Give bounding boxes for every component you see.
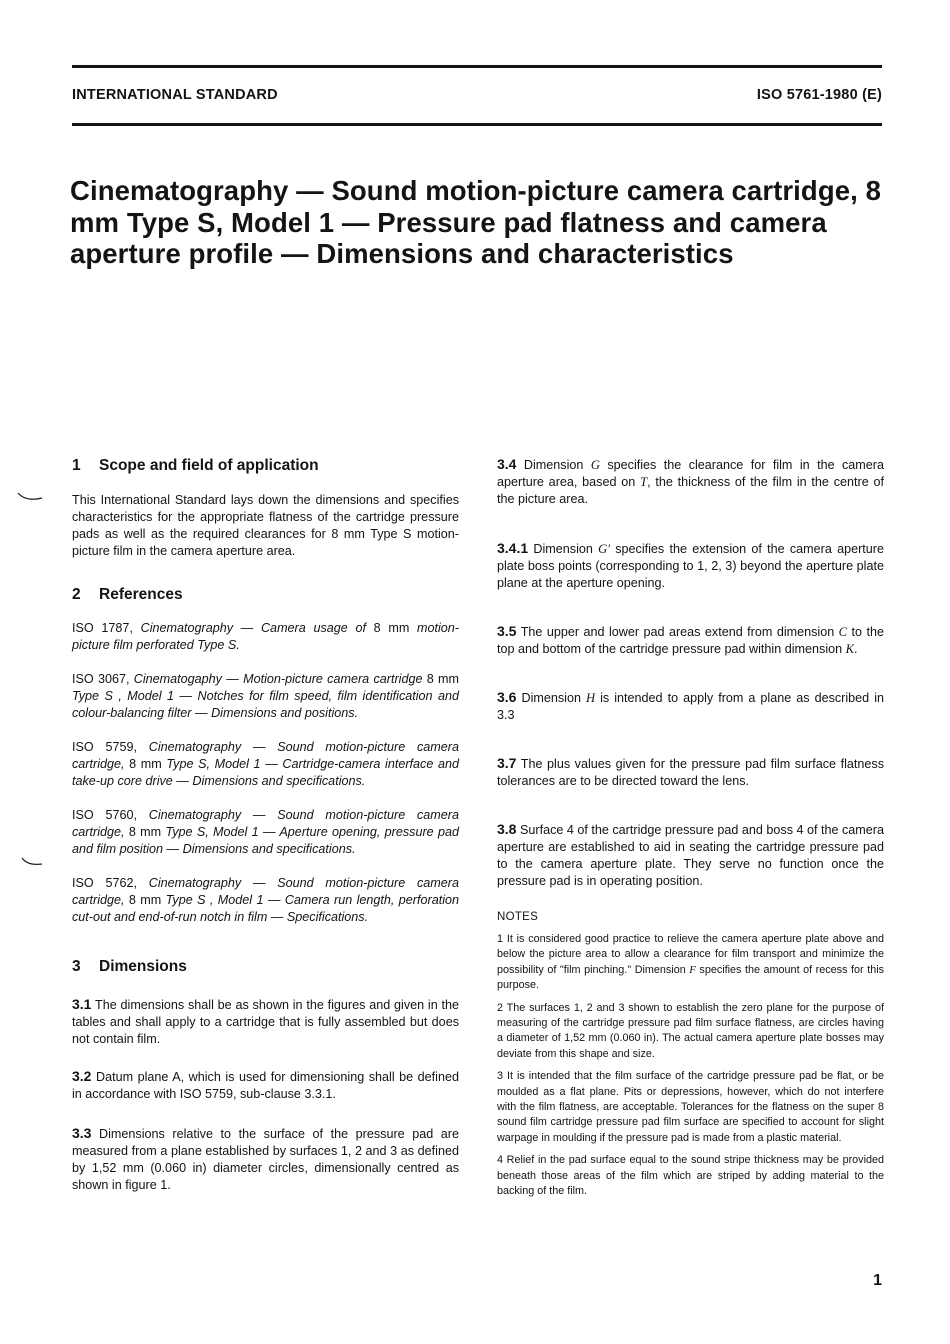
section-2-heading [72,585,459,605]
margin-check-mark-icon [16,490,44,504]
reference-item: ISO 5759, Cinematography — Sound motion-picture camera cartridge, 8 mm Type S, Model 1 — Cartridge-camera interface and take-up core drive — Dimensions and specifications. [72,740,459,788]
header-bottom-rule [72,123,882,126]
reference-item: ISO 1787, Cinematography — Camera usage of 8 mm motion-picture film perforated Type S. [72,621,459,652]
header-standard-number: ISO 5761-1980 (E) [756,87,882,103]
clause-3-6: 3.6 Dimension H is intended to apply from a plane as described in 3.3 [497,689,884,722]
section-3-heading [72,957,459,977]
section-1-text: This International Standard lays down the dimensions and specifies characteristics for the appropriate flatness of the cartridge pressure pads as well as the required clearances for 8 mm Type S motion-picture film in the camera aperture area. [72,493,459,558]
section-title: References [99,586,183,603]
header-standard-label: INTERNATIONAL STANDARD [72,87,278,103]
margin-check-mark-icon [20,856,44,868]
clause-3-4: 3.4 Dimension G specifies the clearance for film in the camera aperture area, based on T, the thickness of the film in the centre of the picture area. [497,456,885,506]
header-top-rule [72,65,882,68]
reference-item: ISO 3067, Cinematogaphy — Motion-picture camera cartridge 8 mm Type S , Model 1 — Notches for film speed, film identification and colour-balancing filter — Dimensions and positions. [72,672,459,720]
section-title: Scope and field of application [99,457,319,474]
document-title: Cinematography — Sound motion-picture camera cartridge, 8 mm Type S, Model 1 — Pressure pad flatness and camera aperture profile — Dimensions and characteristics [70,175,881,269]
section-1-heading [72,456,459,476]
clause-3-5: 3.5 The upper and lower pad areas extend from dimension C to the top and bottom of the cartridge pressure pad within dimension K. [497,623,884,656]
clause-3-2: 3.2 Datum plane A, which is used for dimensioning shall be defined in accordance with ISO 5759, sub-clause 3.3.1. [72,1068,459,1101]
reference-item: ISO 5762, Cinematography — Sound motion-picture camera cartridge, 8 mm Type S , Model 1 — Camera run length, perforation cut-out and end-of-run notch in film — Specifications. [72,876,460,924]
notes-heading: NOTES [497,911,539,923]
note-4: 4 Relief in the pad surface equal to the sound stripe thickness may be provided beneath those areas of the film which are striped by adding material to the backing of the film. [497,1154,884,1198]
note-2: 2 The surfaces 1, 2 and 3 shown to establish the zero plane for the purpose of measuring of the cartridge pressure pad film surface flatness, are circles having a diameter of 1,52 mm (0.060 in). The actual camera aperture plate bosses may deviate from this shape and size. [497,1001,884,1060]
clause-3-8: 3.8 Surface 4 of the cartridge pressure pad and boss 4 of the camera aperture are established to aid in seating the cartridge pressure pad to the camera aperture plate. They serve no function once the pressure pad is in operating position. [497,821,884,888]
section-title: Dimensions [99,958,187,975]
page-number: 1 [873,1272,882,1289]
section-number: 1 [72,457,81,474]
clause-3-1: 3.1 The dimensions shall be as shown in the figures and given in the tables and shall apply to a cartridge that is fully assembled but does not contain film. [72,996,459,1046]
left-column [72,456,459,1194]
clause-3-7: 3.7 The plus values given for the pressure pad film surface flatness tolerances are to be directed toward the lens. [497,755,884,788]
clause-3-3: 3.3 Dimensions relative to the surface of the pressure pad are measured from a plane established by surfaces 1, 2 and 3 as defined by 1,52 mm (0.060 in) diameter circles, dimensionally centred as shown in figure 1. [72,1125,459,1192]
clause-3-4-1: 3.4.1 Dimension G′ specifies the extension of the camera aperture plate boss points (corresponding to 1, 2, 3) beyond the aperture plate plane at the aperture opening. [497,540,884,590]
note-3: 3 It is intended that the film surface of the cartridge pressure pad be flat, or be moulded as a flat plane. Pits or depressions, however, which do not interfere with the film flatness, are acceptable. Tolerances for the flatness on the super 8 sound film cartridge pressure pad film surface are specified to account for slight warpage in moulding if the pressure pad is made from a plastic material. [497,1070,884,1144]
note-1: 1 It is considered good practice to relieve the camera aperture plate above and below the picture area to allow a clearance for film transport and minimize the possibility of "film pinching." Dimension F specifies the amount of recess for this purpose. [497,933,884,992]
section-number: 2 [72,586,81,603]
reference-item: ISO 5760, Cinematography — Sound motion-picture camera cartridge, 8 mm Type S, Model 1 — Aperture opening, pressure pad and film position — Dimensions and specifications. [72,808,459,856]
section-number: 3 [72,958,81,975]
right-column [497,456,884,1200]
